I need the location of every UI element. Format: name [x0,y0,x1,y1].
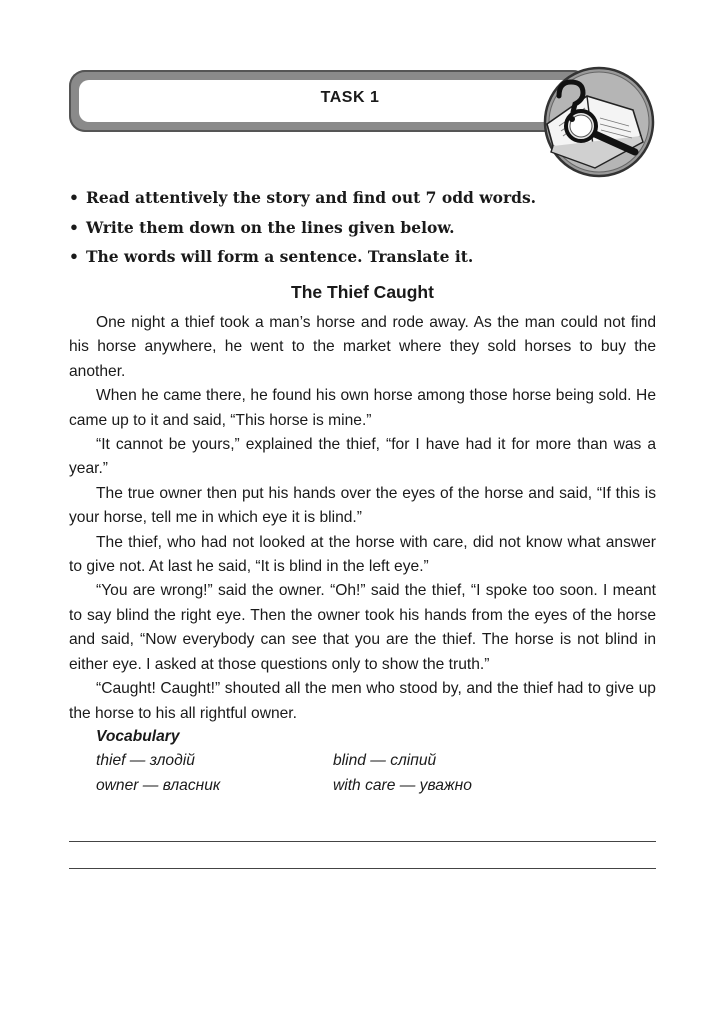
story-paragraph: When he came there, he found his own horse among those horse being sold. He came up to it and said, “This horse is mine.” [69,387,656,429]
vocabulary-entry: blind — сліпий [333,752,437,770]
instruction-text: Write them down on the lines given below. [86,217,455,237]
story-paragraph: The true owner then put his hands over the eyes of the horse and said, “If this is your horse, tell me in which eye it is blind.” [69,484,656,527]
vocabulary-entry: thief — злодій [96,752,195,770]
story-title: The Thief Caught [291,282,434,302]
bullet-icon: • [69,217,79,237]
vocabulary-row [96,749,616,773]
story-paragraph: “It cannot be yours,” explained the thief, “for I have had it for more than was a year.” [69,436,656,478]
instruction-text: Read attentively the story and find out 7 odd words. [86,188,537,207]
book-magnifier-question-icon [537,66,657,178]
task-banner [69,70,589,132]
answer-line[interactable] [69,868,656,869]
story-paragraph: “You are wrong!” said the owner. “Oh!” said the thief, “I spoke too soon. I meant to say blind the right eye. Then the owner took his hands from the eyes of the horse and said, “Now everybody can see that you are the thief. The horse is not blind in either eye. I asked at those questions only to show the truth.” [69,582,656,673]
vocabulary-entry: with care — уважно [333,776,472,794]
vocabulary-section [96,725,616,798]
instructions-list [69,186,669,275]
instruction-item [69,186,669,216]
story-paragraph: The thief, who had not looked at the horse with care, did not know what answer to give not. At last he said, “It is blind in the left eye.” [69,533,656,576]
task-banner-inner [79,80,581,122]
vocabulary-heading: Vocabulary [96,728,180,745]
answer-line[interactable] [69,841,656,842]
vocabulary-row [96,774,616,798]
task-title: TASK 1 [320,89,380,106]
vocabulary-entry: owner — власник [96,776,221,794]
story-paragraph: “Caught! Caught!” shouted all the men who stood by, and the thief had to give up the horse to his all rightful owner. [69,680,656,722]
story-paragraph: One night a thief took a man’s horse and rode away. As the man could not find his horse anywhere, he went to the market where they sold horses to buy the another. [69,314,656,380]
instruction-item [69,216,669,246]
story-text [69,311,656,726]
bullet-icon: • [69,188,79,207]
instruction-text: The words will form a sentence. Translate it. [86,247,474,266]
bullet-icon: • [69,247,79,266]
instruction-item [69,245,669,275]
